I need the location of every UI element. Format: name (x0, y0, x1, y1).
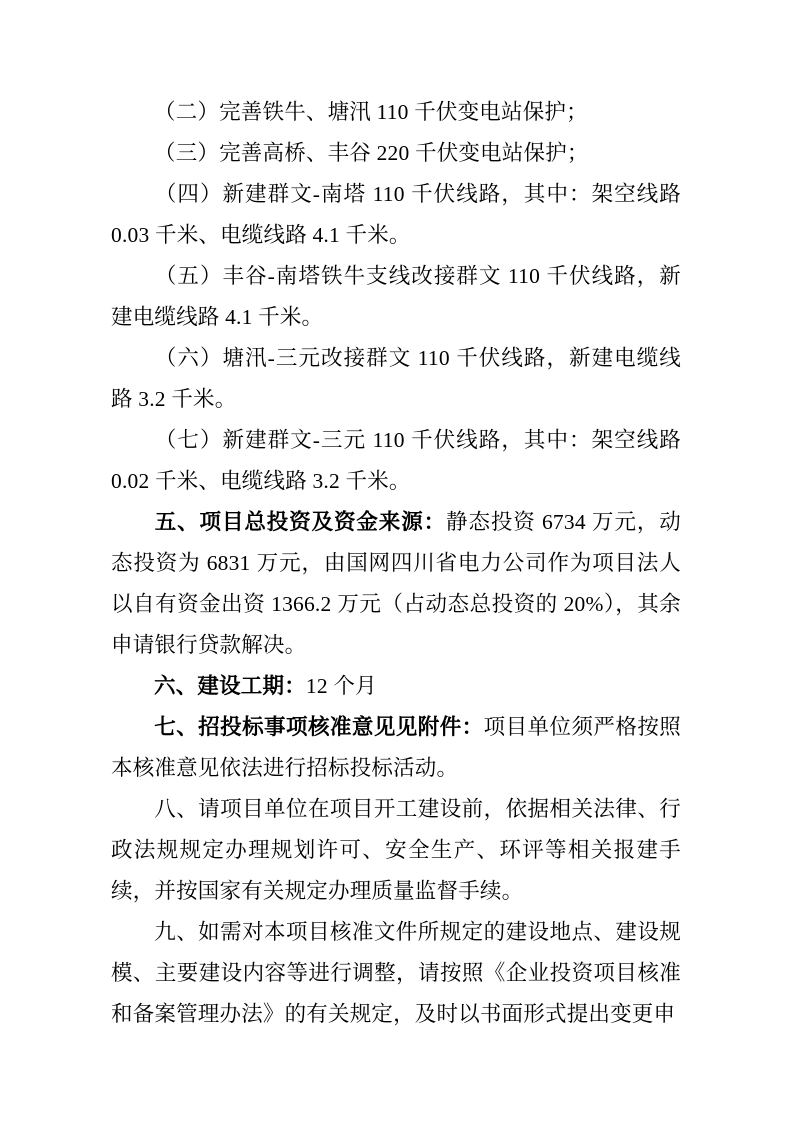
paragraph-text-run: （六）塘汛-三元改接群文 110 千伏线路，新建电缆线路 3.2 千米。 (111, 346, 681, 411)
paragraph-heading-run: 六、建设工期： (154, 674, 306, 698)
paragraph-indent (111, 133, 154, 174)
document-body (111, 92, 681, 1035)
paragraph-text-run: 项目单位须严格按照本核准意见依法进行招标投标活动。 (111, 715, 681, 780)
paragraph-indent (111, 502, 154, 543)
paragraph-indent (111, 92, 154, 133)
paragraph-text-run: （二）完善铁牛、塘汛 110 千伏变电站保护； (154, 100, 588, 124)
paragraph-text-run: （五）丰谷-南塔铁牛支线改接群文 110 千伏线路，新建电缆线路 4.1 千米。 (111, 264, 681, 329)
paragraph-indent (111, 789, 154, 830)
paragraph-heading-run: 五、项目总投资及资金来源： (154, 510, 447, 534)
paragraph-item-3 (111, 133, 681, 174)
paragraph-item-5 (111, 256, 681, 338)
paragraph-item-eight (111, 789, 681, 912)
paragraph-item-6 (111, 338, 681, 420)
paragraph-indent (111, 707, 154, 748)
paragraph-indent (111, 338, 154, 379)
paragraph-indent (111, 256, 154, 297)
paragraph-text-run: 九、如需对本项目核准文件所规定的建设地点、建设规模、主要建设内容等进行调整，请按照《企业投资项目核准和备案管理办法》的有关规定，及时以书面形式提出变更申 (111, 920, 681, 1026)
paragraph-text-run: （三）完善高桥、丰谷 220 千伏变电站保护； (154, 141, 589, 165)
paragraph-text-run: （七）新建群文-三元 110 千伏线路，其中：架空线路 0.02 千米、电缆线路 3.2 千米。 (111, 428, 681, 493)
paragraph-item-4 (111, 174, 681, 256)
paragraph-text-run: 静态投资 6734 万元，动态投资为 6831 万元，由国网四川省电力公司作为项目法人以自有资金出资 1366.2 万元（占动态总投资的 20%），其余申请银行贷款解决。 (111, 510, 681, 657)
paragraph-text-run: （四）新建群文-南塔 110 千伏线路，其中：架空线路 0.03 千米、电缆线路 4.1 千米。 (111, 182, 681, 247)
paragraph-indent (111, 420, 154, 461)
paragraph-text-run: 八、请项目单位在项目开工建设前，依据相关法律、行政法规规定办理规划许可、安全生产、环评等相关报建手续，并按国家有关规定办理质量监督手续。 (111, 797, 681, 903)
paragraph-item-2 (111, 92, 681, 133)
paragraph-text-run: 12 个月 (305, 674, 377, 698)
paragraph-indent (111, 666, 154, 707)
paragraph-item-seven (111, 707, 681, 789)
paragraph-indent (111, 174, 154, 215)
paragraph-item-7 (111, 420, 681, 502)
paragraph-item-five (111, 502, 681, 666)
paragraph-item-six (111, 666, 681, 707)
paragraph-item-nine (111, 912, 681, 1035)
paragraph-indent (111, 912, 154, 953)
paragraph-heading-run: 七、招投标事项核准意见见附件： (154, 715, 484, 739)
